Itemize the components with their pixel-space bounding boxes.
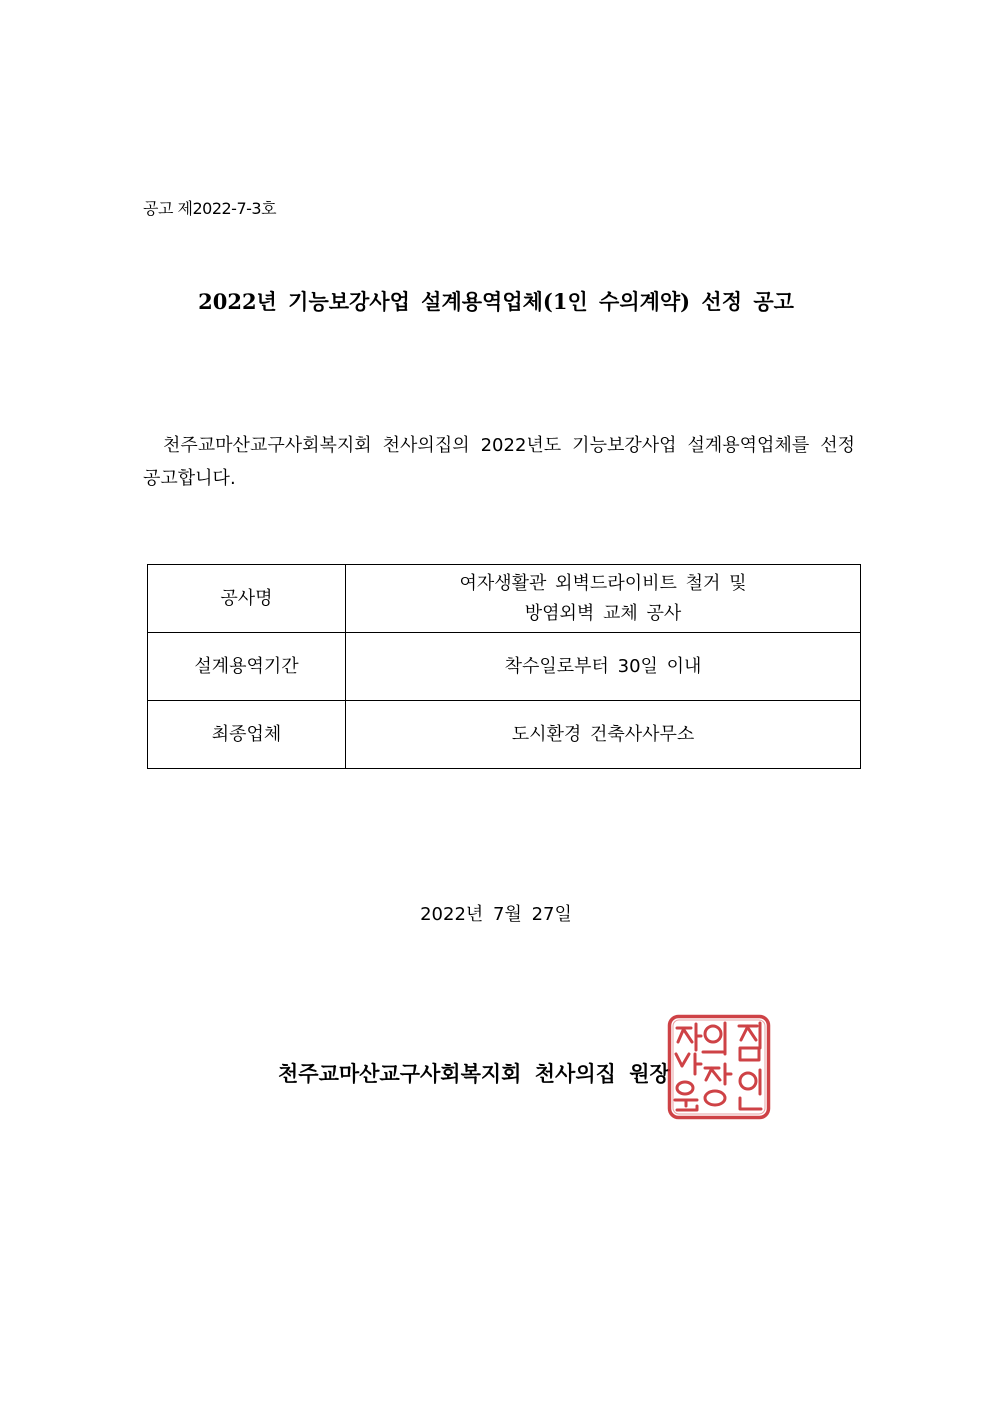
table-row	[148, 701, 861, 769]
official-seal-stamp	[667, 1014, 771, 1120]
table-label-final-company: 최종업체	[148, 701, 346, 769]
table-value-final-company: 도시환경 건축사사무소	[346, 701, 861, 769]
signature-line: 천주교마산교구사회복지회 천사의집 원장	[278, 1061, 670, 1086]
table-label-service-period: 설계용역기간	[148, 633, 346, 701]
table-label-project-name: 공사명	[148, 565, 346, 633]
document-title: 2022년 기능보강사업 설계용역업체(1인 수의계약) 선정 공고	[198, 289, 794, 314]
body-paragraph: 천주교마산교구사회복지회 천사의집의 2022년도 기능보강사업 설계용역업체를 선정 공고합니다.	[143, 435, 855, 489]
notice-number: 공고 제2022-7-3호	[143, 199, 277, 218]
notice-date: 2022년 7월 27일	[420, 904, 572, 925]
table-row	[148, 565, 861, 633]
table-row	[148, 633, 861, 701]
table-value-line: 방염외벽 교체 공사	[524, 602, 682, 624]
info-table	[147, 564, 861, 769]
table-value-line: 여자생활관 외벽드라이비트 철거 및	[459, 572, 747, 594]
table-value-service-period: 착수일로부터 30일 이내	[346, 633, 861, 701]
table-value-project-name	[346, 565, 861, 633]
